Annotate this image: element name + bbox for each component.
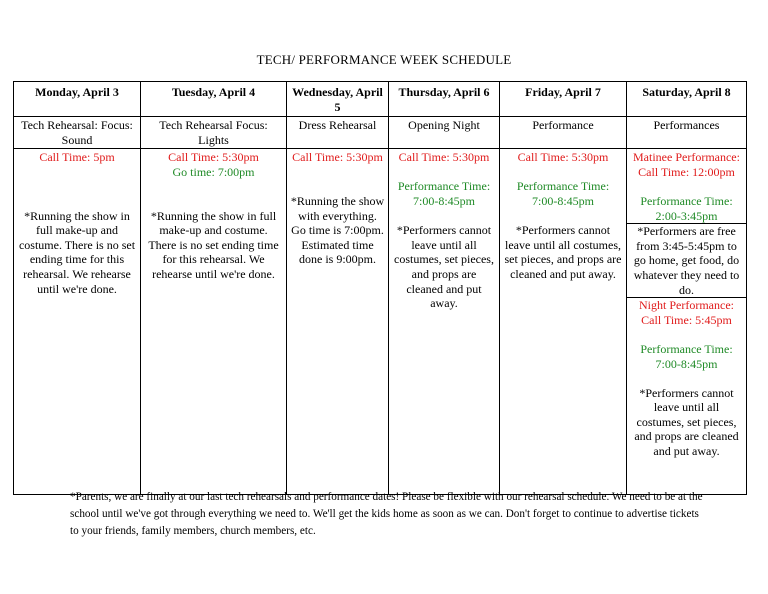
matinee-performance-time: Performance Time: 2:00-3:45pm	[640, 193, 733, 223]
focus-saturday: Performances	[627, 117, 747, 149]
focus-monday: Tech Rehearsal: Focus: Sound	[14, 117, 141, 149]
focus-tuesday: Tech Rehearsal Focus: Lights	[141, 117, 287, 149]
note-tuesday: *Running the show in full make-up and costume. There is no set ending time for this rehearsal. We rehearse until we're done.	[148, 208, 279, 281]
note-wednesday: *Running the show with everything. Go time is 7:00pm. Estimated time done is 9:00pm.	[290, 193, 385, 267]
details-tuesday	[141, 149, 287, 495]
focus-friday: Performance	[500, 117, 627, 149]
details-friday	[500, 149, 627, 495]
performance-time-friday: Performance Time: 7:00-8:45pm	[516, 179, 610, 208]
night-performance-time: Performance Time: 7:00-8:45pm	[640, 341, 733, 371]
matinee-call-time: Call Time: 12:00pm	[638, 164, 735, 179]
focus-row	[14, 117, 747, 149]
note-friday: *Performers cannot leave until all costumes, set pieces, and props are cleaned and put away.	[504, 223, 622, 281]
day-header-saturday: Saturday, April 8	[627, 82, 747, 117]
performance-time-thursday: Performance Time: 7:00-8:45pm	[397, 179, 491, 208]
details-monday	[14, 149, 141, 495]
details-thursday	[389, 149, 500, 495]
day-header-tuesday: Tuesday, April 4	[141, 82, 287, 117]
note-saturday: *Performers cannot leave until all costumes, set pieces, and props are cleaned and put away.	[634, 385, 739, 459]
day-header-monday: Monday, April 3	[14, 82, 141, 117]
schedule-table	[13, 81, 747, 495]
day-header-wednesday: Wednesday, April 5	[287, 82, 389, 117]
call-time-tuesday: Call Time: 5:30pm	[168, 150, 259, 165]
call-time-monday: Call Time: 5pm	[39, 150, 115, 165]
details-row	[14, 149, 747, 495]
details-wednesday	[287, 149, 389, 495]
note-thursday: *Performers cannot leave until all costumes, set pieces, and props are cleaned and put away.	[394, 223, 494, 311]
night-label: Night Performance:	[627, 297, 746, 313]
parent-note: *Parents, we are finally at our last tech rehearsals and performance dates! Please be flexible with our rehearsal schedule. We need to be at the school until we've got through everything we need to. We'll get the kids home as soon as we can. Don't forget to continue to advertise tickets to your friends, family members, church members, etc.	[70, 491, 703, 537]
details-saturday	[627, 149, 747, 495]
header-row	[14, 82, 747, 117]
matinee-label: Matinee Performance:	[633, 150, 740, 165]
break-note: *Performers are free from 3:45-5:45pm to go home, get food, do whatever they need to do.	[627, 223, 746, 297]
note-monday: *Running the show in full make-up and costume. There is no set ending time for this rehearsal. We rehearse until we're done.	[18, 208, 136, 296]
call-time-thursday: Call Time: 5:30pm	[398, 150, 490, 165]
page-title: TECH/ PERFORMANCE WEEK SCHEDULE	[256, 52, 512, 67]
call-time-friday: Call Time: 5:30pm	[517, 150, 609, 165]
day-header-thursday: Thursday, April 6	[389, 82, 500, 117]
focus-thursday: Opening Night	[389, 117, 500, 149]
go-time-tuesday: Go time: 7:00pm	[172, 164, 255, 179]
night-call-time: Call Time: 5:45pm	[641, 312, 732, 327]
call-time-wednesday: Call Time: 5:30pm	[292, 150, 383, 165]
day-header-friday: Friday, April 7	[500, 82, 627, 117]
focus-wednesday: Dress Rehearsal	[287, 117, 389, 149]
